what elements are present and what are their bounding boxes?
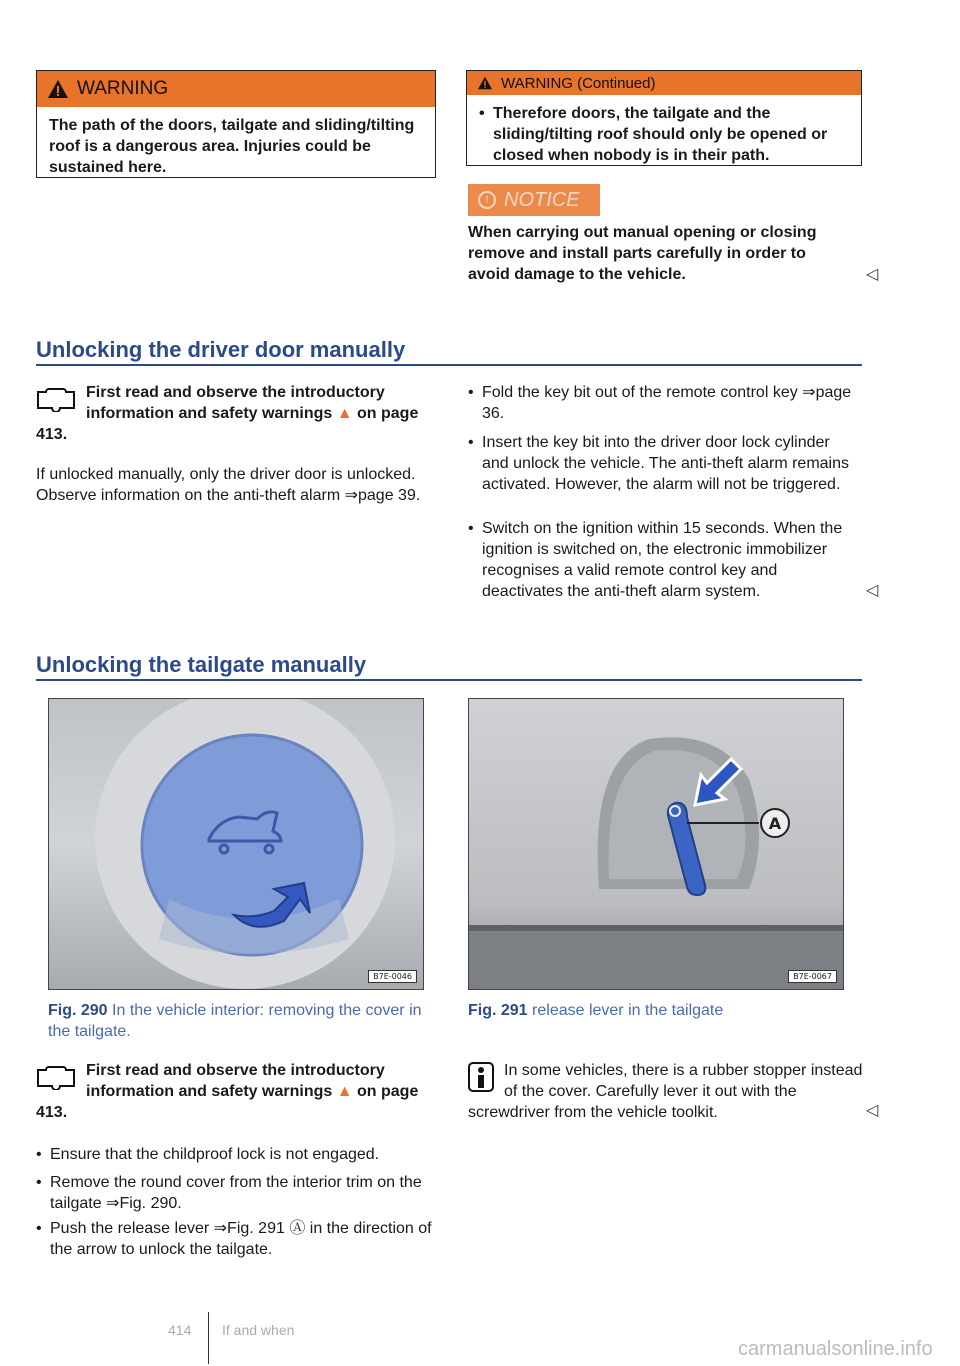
warning-triangle-icon (47, 79, 69, 99)
warning-continued-bullet: Therefore doors, the tailgate and the sliding/tilting roof should only be opened or closed when nobody is in their path. (493, 105, 828, 164)
warning-box (36, 70, 436, 178)
page-number: 414 (168, 1322, 192, 1338)
figure-code: B7E-0067 (788, 970, 837, 983)
warning-continued-box (466, 70, 862, 166)
book-icon (36, 1064, 76, 1090)
list-item: • Fold the key bit out of the remote control key ⇒page 36. (468, 382, 858, 424)
list-item: • Ensure that the childproof lock is not engaged. (36, 1144, 436, 1165)
notice-text: When carrying out manual opening or closing remove and install parts carefully in order to avoid damage to the vehicle. (468, 224, 817, 283)
list-item: • Push the release lever ⇒Fig. 291 Ⓐ in the direction of the arrow to unlock the tailgate. (36, 1218, 436, 1260)
figure-caption-text: release lever in the tailgate (532, 1002, 724, 1019)
figure-label: Fig. 290 (48, 1002, 108, 1019)
warning-text: The path of the doors, tailgate and sliding/tilting roof is a dangerous area. Injuries could be sustained here. (49, 117, 415, 176)
figure-290-caption (48, 1000, 428, 1042)
list-item: • Insert the key bit into the driver door lock cylinder and unlock the vehicle. The anti-theft alarm remains activated. However, the alarm will not be triggered. (468, 432, 858, 495)
end-mark-icon: ◁ (866, 582, 879, 599)
section-rule (36, 364, 862, 366)
intro-text: First read and observe the introductory information and safety warnings (86, 384, 385, 422)
warning-triangle-icon: ▲ (336, 405, 353, 422)
footer-divider (208, 1312, 209, 1364)
figure-291-image (468, 698, 844, 990)
figure-caption-text: In the vehicle interior: removing the cover in the tailgate. (48, 1002, 422, 1040)
intro-safety-note (36, 1060, 436, 1123)
end-mark-icon: ◁ (866, 1102, 879, 1119)
intro-text: First read and observe the introductory information and safety warnings (86, 1062, 385, 1100)
tip-note (468, 1060, 864, 1123)
list-item: • Switch on the ignition within 15 seconds. When the ignition is switched on, the electronic immobilizer recognises a valid remote control key and deactivates the anti-theft alarm system. (468, 518, 858, 602)
section-title-driver-door: Unlocking the driver door manually (36, 337, 406, 362)
figure-291-caption (468, 1000, 848, 1021)
warning-header (37, 71, 435, 107)
watermark[interactable]: carmanualsonline.info (738, 1338, 933, 1360)
notice-icon: ! (478, 191, 496, 209)
tip-text: In some vehicles, there is a rubber stopper instead of the cover. Carefully lever it out with the screwdriver from the vehicle toolkit. (468, 1062, 863, 1121)
warning-continued-title: WARNING (Continued) (501, 74, 656, 92)
chapter-name: If and when (222, 1322, 295, 1338)
section-title-tailgate: Unlocking the tailgate manually (36, 652, 367, 677)
intro-page: on page 413. (36, 405, 419, 443)
list-item: • Remove the round cover from the interior trim on the tailgate ⇒Fig. 290. (36, 1172, 436, 1214)
figure-290-image (48, 698, 424, 990)
info-tip-icon (468, 1062, 494, 1092)
release-lever-illustration (469, 699, 844, 990)
notice-title: NOTICE (504, 188, 580, 211)
intro-page: on page 413. (36, 1083, 419, 1121)
warning-continued-header (467, 71, 861, 95)
warning-triangle-icon (477, 76, 493, 90)
end-mark-icon: ◁ (866, 266, 879, 283)
tailgate-cover-illustration (49, 699, 424, 990)
figure-code: B7E-0046 (368, 970, 417, 983)
intro-safety-note (36, 382, 436, 445)
callout-a-label: A (768, 814, 782, 833)
figure-label: Fig. 291 (468, 1002, 528, 1019)
driver-door-paragraph: If unlocked manually, only the driver door is unlocked. Observe information on the anti-theft alarm ⇒page 39. (36, 466, 421, 504)
section-rule (36, 679, 862, 681)
warning-title: WARNING (77, 78, 169, 99)
warning-triangle-icon: ▲ (336, 1083, 353, 1100)
book-icon (36, 386, 76, 412)
notice-tag (468, 184, 600, 216)
warning-continued-text: • Therefore doors, the tailgate and the sliding/tilting roof should only be opened or closed when nobody is in their path. (479, 105, 828, 164)
